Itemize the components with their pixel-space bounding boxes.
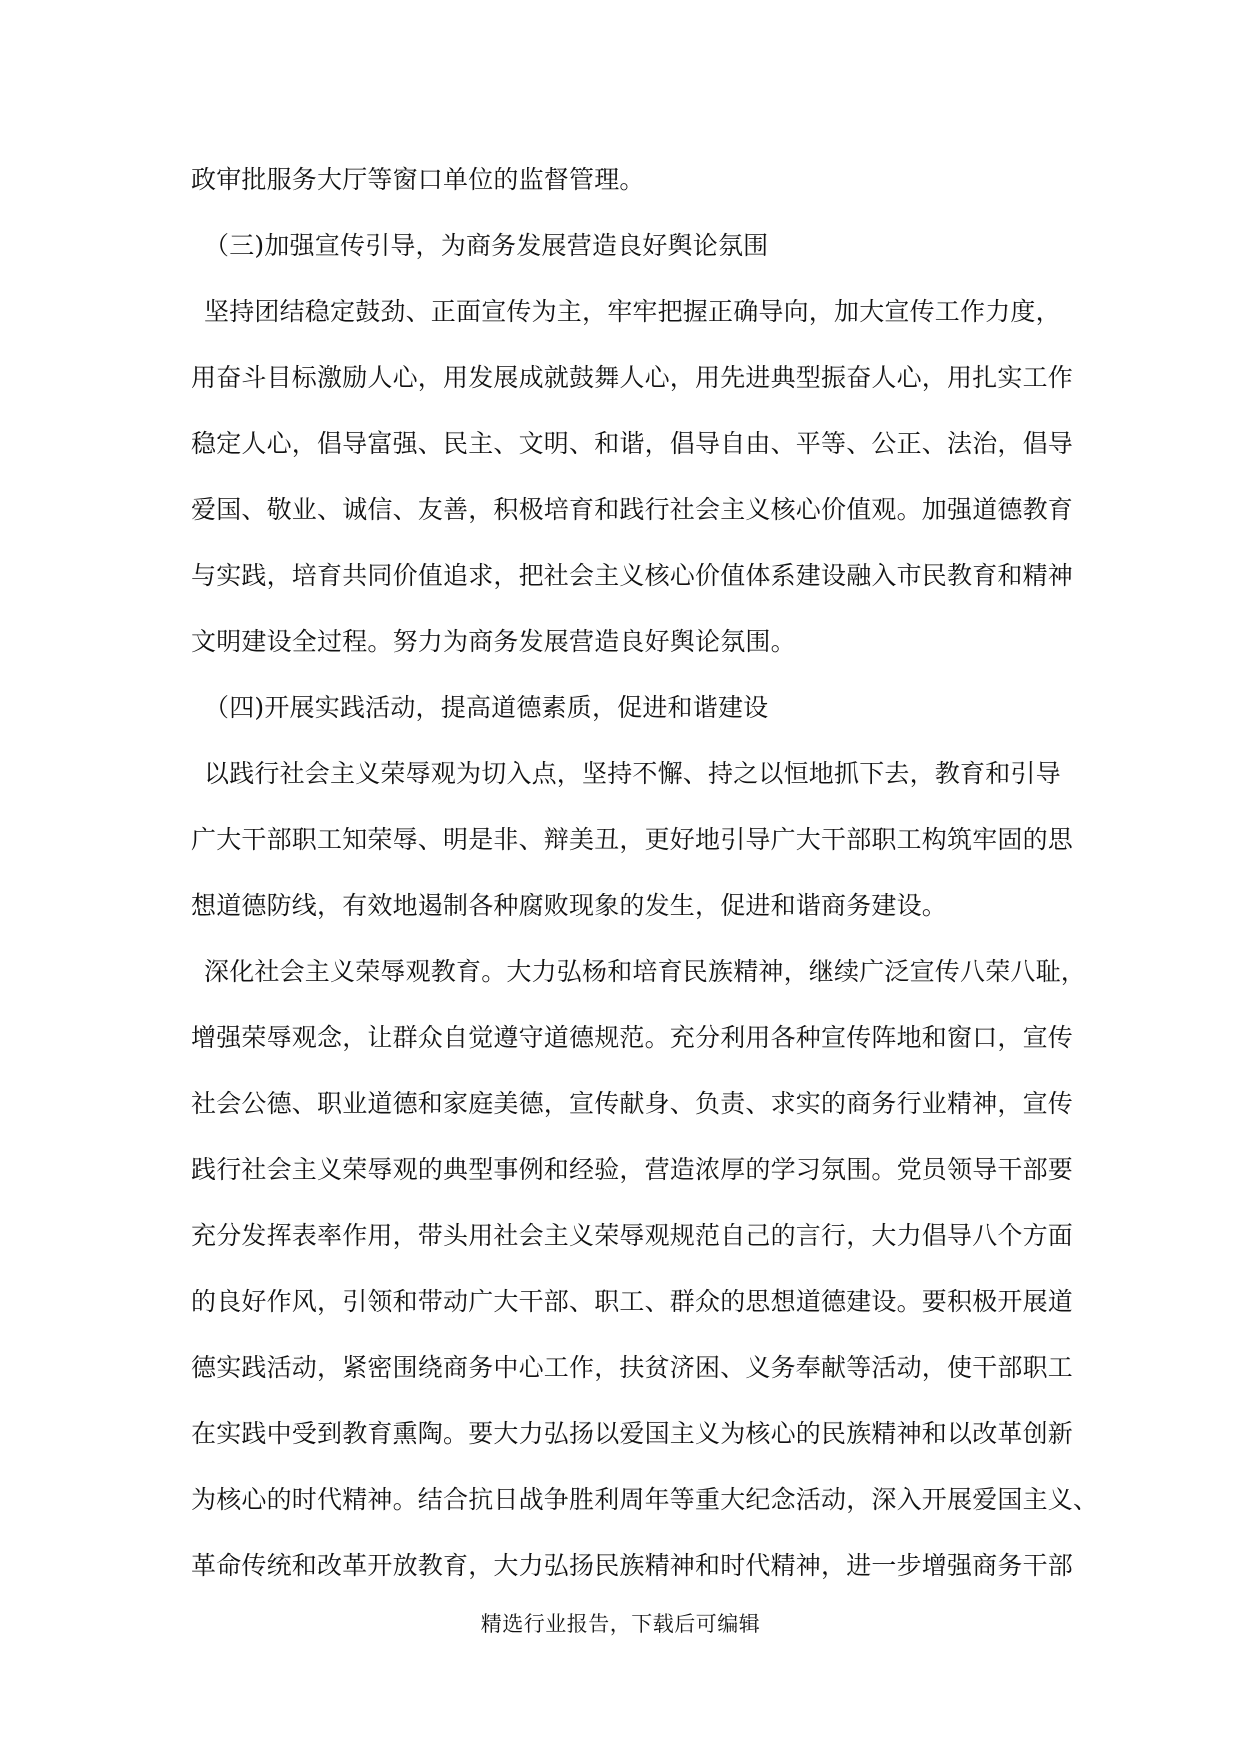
page-footer: 精选行业报告，下载后可编辑: [480, 1612, 761, 1636]
text-line: 用奋斗目标激励人心，用发展成就鼓舞人心，用先进典型振奋人心，用扎实工作: [191, 363, 1074, 392]
text-line: 充分发挥表率作用，带头用社会主义荣辱观规范自己的言行，大力倡导八个方面: [191, 1221, 1074, 1250]
text-line: 践行社会主义荣辱观的典型事例和经验，营造浓厚的学习氛围。党员领导干部要: [191, 1155, 1074, 1184]
section-heading: （三)加强宣传引导，为商务发展营造良好舆论氛围: [204, 231, 769, 260]
text-line: 的良好作风，引领和带动广大干部、职工、群众的思想道德建设。要积极开展道: [191, 1287, 1074, 1316]
text-line: 深化社会主义荣辱观教育。大力弘杨和培育民族精神，继续广泛宣传八荣八耻，: [204, 957, 1087, 986]
text-line: 革命传统和改革开放教育，大力弘扬民族精神和时代精神，进一步增强商务干部: [191, 1551, 1074, 1580]
text-line: 以践行社会主义荣辱观为切入点，坚持不懈、持之以恒地抓下去，教育和引导: [204, 759, 1061, 788]
text-line: 增强荣辱观念，让群众自觉遵守道德规范。充分利用各种宣传阵地和窗口，宣传: [191, 1023, 1074, 1052]
text-line: 坚持团结稳定鼓劲、正面宣传为主，牢牢把握正确导向，加大宣传工作力度，: [204, 297, 1061, 326]
text-line: 政审批服务大厅等窗口单位的监督管理。: [191, 165, 645, 194]
text-line: 社会公德、职业道德和家庭美德，宣传献身、负责、求实的商务行业精神，宣传: [191, 1089, 1074, 1118]
text-line: 稳定人心，倡导富强、民主、文明、和谐，倡导自由、平等、公正、法治，倡导: [191, 429, 1074, 458]
text-line: 广大干部职工知荣辱、明是非、辩美丑，更好地引导广大干部职工构筑牢固的思: [191, 825, 1074, 854]
text-line: 在实践中受到教育熏陶。要大力弘扬以爱国主义为核心的民族精神和以改革创新: [191, 1419, 1074, 1448]
text-line: 与实践，培育共同价值追求，把社会主义核心价值体系建设融入市民教育和精神: [191, 561, 1074, 590]
text-line: 想道德防线，有效地遏制各种腐败现象的发生，促进和谐商务建设。: [191, 891, 948, 920]
text-line: 爱国、敬业、诚信、友善，积极培育和践行社会主义核心价值观。加强道德教育: [191, 495, 1074, 524]
text-line: 德实践活动，紧密围绕商务中心工作，扶贫济困、义务奉献等活动，使干部职工: [191, 1353, 1074, 1382]
text-line: 为核心的时代精神。结合抗日战争胜利周年等重大纪念活动，深入开展爱国主义、: [191, 1485, 1099, 1514]
section-heading: （四)开展实践活动，提高道德素质，促进和谐建设: [204, 693, 769, 722]
text-line: 文明建设全过程。努力为商务发展营造良好舆论氛围。: [191, 627, 796, 656]
